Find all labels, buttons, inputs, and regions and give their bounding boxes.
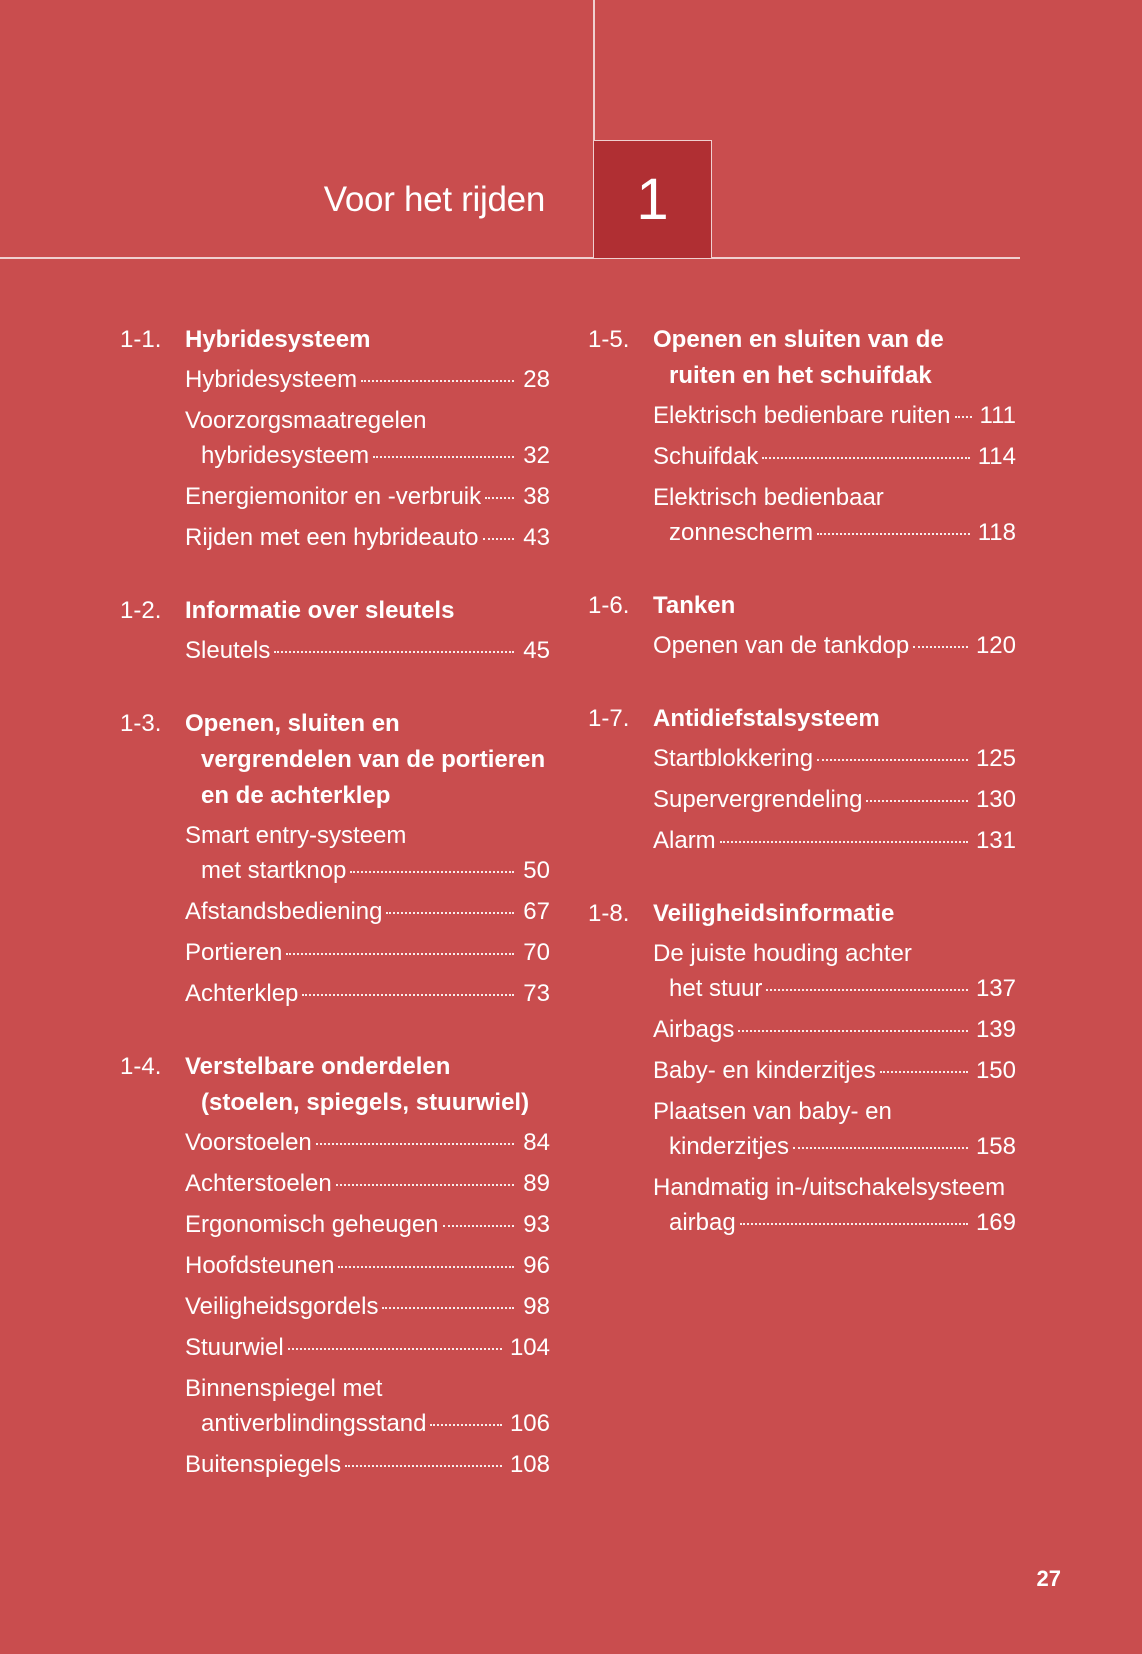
chapter-title: Voor het rijden <box>323 180 545 219</box>
entry-line <box>185 976 550 1011</box>
entry-label: Achterklep <box>185 980 299 1007</box>
entry-label: Supervergrendeling <box>653 786 863 813</box>
entry-label: Achterstoelen <box>185 1170 332 1197</box>
dot-leader <box>483 538 514 540</box>
entry-page-number: 67 <box>523 898 550 925</box>
entry-page-number: 89 <box>523 1170 550 1197</box>
entry-label: Buitenspiegels <box>185 1451 342 1478</box>
toc-entry[interactable] <box>653 1094 1016 1164</box>
entry-label: Veiligheidsgordels <box>185 1293 379 1320</box>
toc-entry[interactable] <box>185 1447 550 1482</box>
entry-page-number: 70 <box>523 939 550 966</box>
section-title: Tanken <box>653 592 736 619</box>
dot-leader <box>338 1266 514 1268</box>
toc-entry[interactable] <box>185 1207 550 1242</box>
dot-leader <box>766 989 968 991</box>
dot-leader <box>880 1071 968 1073</box>
entry-line <box>185 520 550 555</box>
entry-label: Elektrisch bedienbare ruiten <box>653 402 951 429</box>
chapter-number-box <box>593 140 712 258</box>
section-entries <box>588 741 1016 858</box>
dot-leader <box>350 871 514 873</box>
section-entries <box>588 936 1016 1240</box>
section-heading[interactable] <box>588 896 1016 932</box>
entry-label: Hoofdsteunen <box>185 1252 335 1279</box>
dot-leader <box>386 912 514 914</box>
entry-label: Ergonomisch geheugen <box>185 1211 439 1238</box>
section-heading[interactable] <box>120 1049 550 1121</box>
dot-leader <box>345 1465 502 1467</box>
entry-page-number: 28 <box>523 366 550 393</box>
section-number: 1-2. <box>120 597 162 624</box>
entry-label: zonnescherm <box>669 519 814 546</box>
toc-entry[interactable] <box>653 628 1016 663</box>
entry-label: Hybridesysteem <box>185 366 358 393</box>
entry-label: Sleutels <box>185 637 271 664</box>
section-title: Openen, sluiten en vergrendelen van de portieren en de achterklep <box>185 710 546 809</box>
toc-entry[interactable] <box>185 479 550 514</box>
section-entries <box>120 1125 550 1482</box>
dot-leader <box>274 651 514 653</box>
entry-page-number: 96 <box>523 1252 550 1279</box>
toc-entry[interactable] <box>185 818 550 888</box>
entry-line <box>185 479 550 514</box>
section-number: 1-1. <box>120 326 162 353</box>
entry-page-number: 73 <box>523 980 550 1007</box>
section-title: Informatie over sleutels <box>185 597 455 624</box>
entry-page-number: 120 <box>975 632 1016 659</box>
dot-leader <box>336 1184 514 1186</box>
entry-page-number: 93 <box>523 1211 550 1238</box>
toc-entry[interactable] <box>185 520 550 555</box>
section-heading[interactable] <box>120 706 550 814</box>
toc-entry[interactable] <box>185 1289 550 1324</box>
entry-label: Startblokkering <box>653 745 814 772</box>
entry-label: Afstandsbediening <box>185 898 383 925</box>
entry-line <box>185 1406 550 1441</box>
toc-entry[interactable] <box>185 1248 550 1283</box>
entry-label: Openen van de tankdop <box>653 632 910 659</box>
entry-label: het stuur <box>669 975 763 1002</box>
dot-leader <box>373 456 514 458</box>
entry-page-number: 131 <box>975 827 1016 854</box>
entry-label: met startknop <box>201 857 347 884</box>
entry-label: hybridesysteem <box>201 442 370 469</box>
entry-page-number: 104 <box>509 1334 550 1361</box>
toc-section <box>588 701 1016 858</box>
toc-entry[interactable] <box>185 633 550 668</box>
toc-section <box>120 706 550 1011</box>
entry-label-line: De juiste houding achter <box>653 940 912 967</box>
entry-label: Airbags <box>653 1016 735 1043</box>
entry-line <box>185 1248 550 1283</box>
section-title: Veiligheidsinformatie <box>653 900 895 927</box>
section-number: 1-4. <box>120 1053 162 1080</box>
dot-leader <box>793 1147 968 1149</box>
entry-line <box>653 1129 1016 1164</box>
toc-entry[interactable] <box>653 1012 1016 1047</box>
dot-leader <box>955 416 972 418</box>
dot-leader <box>738 1030 968 1032</box>
entry-label: airbag <box>669 1209 736 1236</box>
section-entries <box>120 362 550 555</box>
section-heading[interactable] <box>120 593 550 629</box>
entry-page-number: 137 <box>975 975 1016 1002</box>
entry-page-number: 158 <box>975 1133 1016 1160</box>
toc-entry[interactable] <box>653 480 1016 550</box>
entry-page-number: 32 <box>523 442 550 469</box>
dot-leader <box>913 646 968 648</box>
entry-line <box>653 628 1016 663</box>
header-vertical-rule <box>593 0 595 141</box>
toc-column-left <box>120 322 550 1520</box>
toc-entry[interactable] <box>653 398 1016 433</box>
entry-line <box>653 398 1016 433</box>
entry-page-number: 43 <box>523 524 550 551</box>
section-title: Verstelbare onderdelen (stoelen, spiegels, stuurwiel) <box>185 1053 530 1116</box>
chapter-number: 1 <box>636 167 669 232</box>
dot-leader <box>361 380 514 382</box>
section-number: 1-8. <box>588 900 630 927</box>
entry-line <box>185 1125 550 1160</box>
entry-label: Alarm <box>653 827 716 854</box>
section-entries <box>120 818 550 1011</box>
dot-leader <box>817 533 970 535</box>
toc-entry[interactable] <box>653 936 1016 1006</box>
dot-leader <box>302 994 514 996</box>
entry-page-number: 125 <box>975 745 1016 772</box>
entry-page-number: 50 <box>523 857 550 884</box>
dot-leader <box>762 457 969 459</box>
section-entries <box>120 633 550 668</box>
toc-entry[interactable] <box>185 935 550 970</box>
entry-line <box>653 1205 1016 1240</box>
toc-entry[interactable] <box>653 823 1016 858</box>
dot-leader <box>740 1223 968 1225</box>
section-number: 1-6. <box>588 592 630 619</box>
entry-line <box>185 853 550 888</box>
toc-entry[interactable] <box>185 1125 550 1160</box>
entry-label: kinderzitjes <box>669 1133 790 1160</box>
entry-line <box>653 1053 1016 1088</box>
toc-entry[interactable] <box>653 1053 1016 1088</box>
dot-leader <box>866 800 967 802</box>
entry-label: Energiemonitor en -verbruik <box>185 483 482 510</box>
section-entries <box>588 398 1016 550</box>
section-title: Openen en sluiten van de ruiten en het schuifdak <box>653 326 944 389</box>
entry-page-number: 130 <box>975 786 1016 813</box>
dot-leader <box>288 1348 502 1350</box>
entry-page-number: 106 <box>509 1410 550 1437</box>
header-horizontal-rule <box>0 257 1020 259</box>
entry-line <box>185 1330 550 1365</box>
entry-page-number: 114 <box>977 443 1016 470</box>
toc-section <box>588 896 1016 1240</box>
entry-label: antiverblindingsstand <box>201 1410 427 1437</box>
entry-page-number: 139 <box>975 1016 1016 1043</box>
entry-page-number: 150 <box>975 1057 1016 1084</box>
toc-section <box>120 593 550 668</box>
entry-line <box>653 515 1016 550</box>
entry-label: Baby- en kinderzitjes <box>653 1057 876 1084</box>
entry-page-number: 111 <box>979 402 1016 429</box>
toc-entry[interactable] <box>185 976 550 1011</box>
entry-label: Stuurwiel <box>185 1334 284 1361</box>
toc-section <box>588 588 1016 663</box>
page-number: 27 <box>1036 1566 1061 1591</box>
toc-entry[interactable] <box>653 741 1016 776</box>
entry-line <box>653 823 1016 858</box>
entry-label: Schuifdak <box>653 443 759 470</box>
entry-page-number: 38 <box>523 483 550 510</box>
entry-label: Rijden met een hybrideauto <box>185 524 479 551</box>
toc-entry[interactable] <box>185 1166 550 1201</box>
section-heading[interactable] <box>588 588 1016 624</box>
entry-line <box>185 362 550 397</box>
entry-page-number: 98 <box>523 1293 550 1320</box>
entry-page-number: 118 <box>977 519 1016 546</box>
entry-label-line: Smart entry-systeem <box>185 822 407 849</box>
entry-line <box>185 935 550 970</box>
dot-leader <box>720 841 968 843</box>
entry-page-number: 45 <box>523 637 550 664</box>
toc-entry[interactable] <box>185 1371 550 1441</box>
entry-line <box>653 782 1016 817</box>
toc-entry[interactable] <box>185 362 550 397</box>
section-entries <box>588 628 1016 663</box>
dot-leader <box>485 497 514 499</box>
dot-leader <box>817 759 968 761</box>
entry-label: Voorstoelen <box>185 1129 312 1156</box>
toc-entry[interactable] <box>185 403 550 473</box>
dot-leader <box>443 1225 514 1227</box>
entry-label-line: Binnenspiegel met <box>185 1375 383 1402</box>
section-number: 1-5. <box>588 326 630 353</box>
entry-label-line: Handmatig in-/uitschakelsysteem <box>653 1174 1006 1201</box>
toc-entry[interactable] <box>185 1330 550 1365</box>
entry-line <box>185 894 550 929</box>
entry-line <box>185 633 550 668</box>
toc-entry[interactable] <box>185 894 550 929</box>
entry-line <box>185 1166 550 1201</box>
section-heading[interactable] <box>588 322 1016 394</box>
entry-line <box>653 1012 1016 1047</box>
toc-section <box>120 1049 550 1482</box>
section-title: Hybridesysteem <box>185 326 371 353</box>
toc-section <box>588 322 1016 550</box>
toc-column-right <box>588 322 1016 1278</box>
entry-line <box>185 1207 550 1242</box>
entry-label-line: Elektrisch bedienbaar <box>653 484 884 511</box>
section-heading[interactable] <box>120 322 550 358</box>
section-number: 1-3. <box>120 710 162 737</box>
toc-entry[interactable] <box>653 439 1016 474</box>
dot-leader <box>430 1424 501 1426</box>
entry-page-number: 108 <box>509 1451 550 1478</box>
toc-entry[interactable] <box>653 782 1016 817</box>
entry-line <box>653 439 1016 474</box>
toc-entry[interactable] <box>653 1170 1016 1240</box>
entry-line <box>653 741 1016 776</box>
entry-page-number: 169 <box>975 1209 1016 1236</box>
dot-leader <box>286 953 514 955</box>
entry-line <box>185 1447 550 1482</box>
dot-leader <box>316 1143 514 1145</box>
entry-line <box>185 1289 550 1324</box>
toc-section <box>120 322 550 555</box>
dot-leader <box>382 1307 514 1309</box>
entry-label-line: Voorzorgsmaatregelen <box>185 407 427 434</box>
entry-label: Portieren <box>185 939 283 966</box>
entry-label-line: Plaatsen van baby- en <box>653 1098 892 1125</box>
entry-line <box>185 438 550 473</box>
section-title: Antidiefstalsysteem <box>653 705 880 732</box>
section-number: 1-7. <box>588 705 630 732</box>
section-heading[interactable] <box>588 701 1016 737</box>
entry-page-number: 84 <box>523 1129 550 1156</box>
entry-line <box>653 971 1016 1006</box>
